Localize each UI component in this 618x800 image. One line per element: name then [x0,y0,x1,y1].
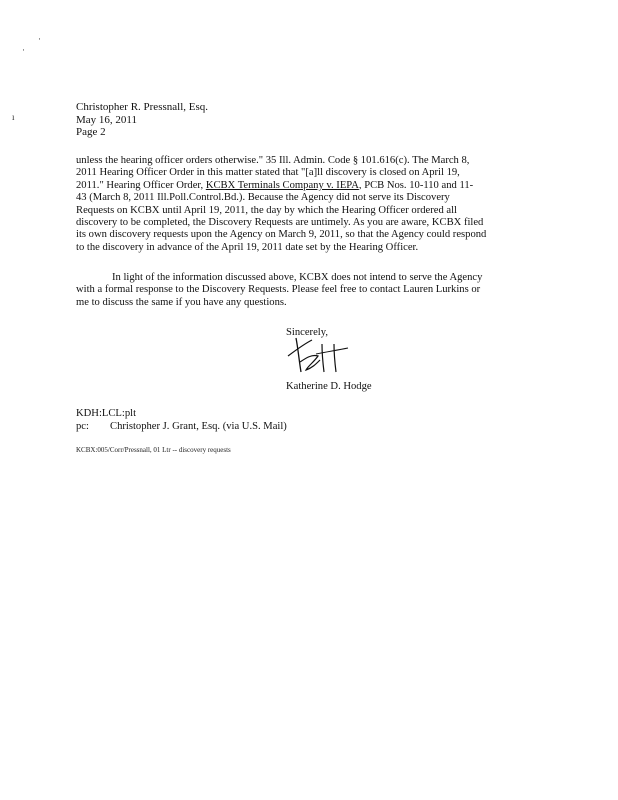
letter-date: May 16, 2011 [76,113,138,126]
closing-salutation: Sincerely, [286,327,328,338]
paragraph-line-part: 2011." Hearing Officer Order, [76,179,206,191]
letter-header [76,101,208,139]
reference-initials: KDH:LCL:plt [76,408,137,419]
paragraph-line: to the discovery in advance of the April 19, 2011 date set by the Hearing Officer. [76,241,419,253]
paragraph-response-intent [76,272,526,309]
page-number: Page 2 [76,126,106,138]
paragraph-line-part: , PCB Nos. 10-110 and 11- [358,179,474,191]
paragraph-discovery-deadline [76,155,526,254]
paragraph-line: 2011 Hearing Officer Order in this matter stated that "[a]ll discovery is closed on April 19, [76,167,460,179]
cc-value: Christopher J. Grant, Esq. (via U.S. Mail) [110,421,287,432]
paragraph-line: discovery to be completed, the Discovery Requests are untimely. As you are aware, KCBX filed [76,217,484,229]
paragraph-line: Requests on KCBX until April 19, 2011, the day by which the Hearing Officer ordered all [76,204,458,216]
scan-speck: · [22,45,25,55]
scan-speck: · [38,34,41,44]
copy-recipient [76,421,287,432]
paragraph-line: me to discuss the same if you have any questions. [76,296,287,308]
paragraph-line: 43 (March 8, 2011 Ill.Poll.Control.Bd.). Because the Agency did not serve its Discovery [76,192,450,204]
paragraph-line: In light of the information discussed above, KCBX does not intend to serve the Agency [112,272,483,283]
scan-speck: ı [12,112,15,122]
paragraph-line: its own discovery requests upon the Agency on March 9, 2011, so that the Agency could respond [76,229,487,241]
cc-label: pc: [76,421,89,432]
file-path: KCBX:005/Corr/Pressnall, 01 Ltr -- discovery requests [76,446,231,454]
paragraph-line: unless the hearing officer orders otherwise." 35 Ill. Admin. Code § 101.616(c). The March 8, [76,155,470,166]
handwritten-signature [282,334,354,376]
signer-name: Katherine D. Hodge [286,381,372,392]
paragraph-line [76,180,526,192]
paragraph-line: with a formal response to the Discovery Requests. Please feel free to contact Lauren Lurkins or [76,284,481,296]
recipient-name: Christopher R. Pressnall, Esq. [76,101,208,113]
case-name: KCBX Terminals Company v. IEPA [205,179,359,191]
